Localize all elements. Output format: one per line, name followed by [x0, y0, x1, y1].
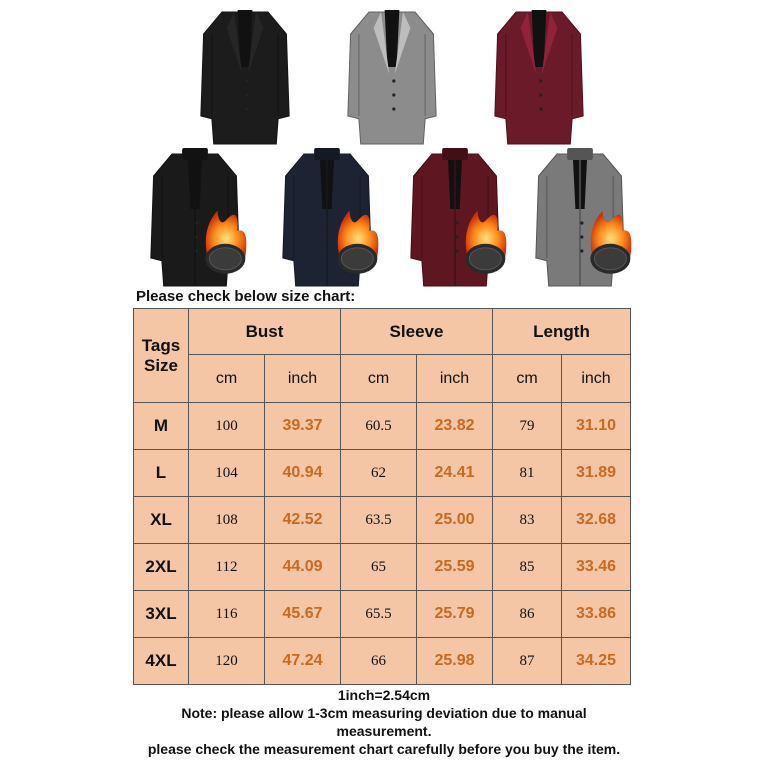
- size-chart-headline: Please check below size chart:: [136, 288, 356, 305]
- inch-value-cell: 25.59: [417, 544, 493, 591]
- inch-value-cell: 33.46: [562, 544, 631, 591]
- group-header-row: [134, 309, 631, 355]
- size-cell: L: [134, 450, 189, 497]
- cm-value-cell: 62: [341, 450, 417, 497]
- unit-header: cm: [493, 355, 562, 403]
- size-cell: XL: [134, 497, 189, 544]
- size-label: Size: [143, 355, 179, 375]
- size-row: [134, 497, 631, 544]
- size-row: [134, 403, 631, 450]
- cm-value-cell: 63.5: [341, 497, 417, 544]
- tags-size-header: [134, 309, 189, 403]
- inch-value-cell: 25.98: [417, 638, 493, 685]
- cm-value-cell: 81: [493, 450, 562, 497]
- inch-value-cell: 34.25: [562, 638, 631, 685]
- cm-value-cell: 66: [341, 638, 417, 685]
- cm-value-cell: 86: [493, 591, 562, 638]
- inch-value-cell: 24.41: [417, 450, 493, 497]
- cm-value-cell: 65: [341, 544, 417, 591]
- coat-image: [348, 10, 436, 144]
- size-row: [134, 638, 631, 685]
- inch-value-cell: 40.94: [265, 450, 341, 497]
- unit-header: inch: [265, 355, 341, 403]
- inch-value-cell: 31.89: [562, 450, 631, 497]
- inch-value-cell: 45.67: [265, 591, 341, 638]
- length-header: Length: [493, 309, 631, 355]
- inch-value-cell: 44.09: [265, 544, 341, 591]
- cm-value-cell: 85: [493, 544, 562, 591]
- deviation-note: Note: please allow 1-3cm measuring deviation due to manual: [181, 705, 587, 721]
- inch-value-cell: 39.37: [265, 403, 341, 450]
- inch-value-cell: 42.52: [265, 497, 341, 544]
- cm-value-cell: 79: [493, 403, 562, 450]
- cm-value-cell: 60.5: [341, 403, 417, 450]
- coat-image: [495, 10, 583, 144]
- cm-value-cell: 108: [189, 497, 265, 544]
- bust-header: Bust: [189, 309, 341, 355]
- size-cell: 3XL: [134, 591, 189, 638]
- unit-header: inch: [562, 355, 631, 403]
- deviation-note-continued: measurement.: [336, 723, 432, 739]
- inch-value-cell: 25.79: [417, 591, 493, 638]
- inch-value-cell: 32.68: [562, 497, 631, 544]
- sleeve-header: Sleeve: [341, 309, 493, 355]
- cm-value-cell: 116: [189, 591, 265, 638]
- coat-image: [201, 10, 289, 144]
- unit-header: cm: [189, 355, 265, 403]
- inch-value-cell: 47.24: [265, 638, 341, 685]
- notes-block: [0, 686, 768, 758]
- cm-value-cell: 104: [189, 450, 265, 497]
- cm-value-cell: 83: [493, 497, 562, 544]
- cm-value-cell: 120: [189, 638, 265, 685]
- cm-value-cell: 65.5: [341, 591, 417, 638]
- cm-value-cell: 112: [189, 544, 265, 591]
- size-chart-table: [133, 308, 631, 685]
- size-cell: 4XL: [134, 638, 189, 685]
- inch-value-cell: 25.00: [417, 497, 493, 544]
- unit-header: inch: [417, 355, 493, 403]
- size-row: [134, 544, 631, 591]
- product-images: [0, 0, 768, 290]
- size-row: [134, 591, 631, 638]
- tags-label: Tags: [141, 335, 181, 355]
- check-chart-note: please check the measurement chart carefully before you buy the item.: [147, 741, 621, 757]
- unit-header: cm: [341, 355, 417, 403]
- inch-value-cell: 23.82: [417, 403, 493, 450]
- size-row: [134, 450, 631, 497]
- cm-value-cell: 100: [189, 403, 265, 450]
- size-cell: M: [134, 403, 189, 450]
- inch-value-cell: 31.10: [562, 403, 631, 450]
- conversion-note: 1inch=2.54cm: [337, 687, 431, 703]
- inch-value-cell: 33.86: [562, 591, 631, 638]
- size-cell: 2XL: [134, 544, 189, 591]
- coat-gallery: [0, 0, 768, 290]
- cm-value-cell: 87: [493, 638, 562, 685]
- unit-header-row: [134, 355, 631, 403]
